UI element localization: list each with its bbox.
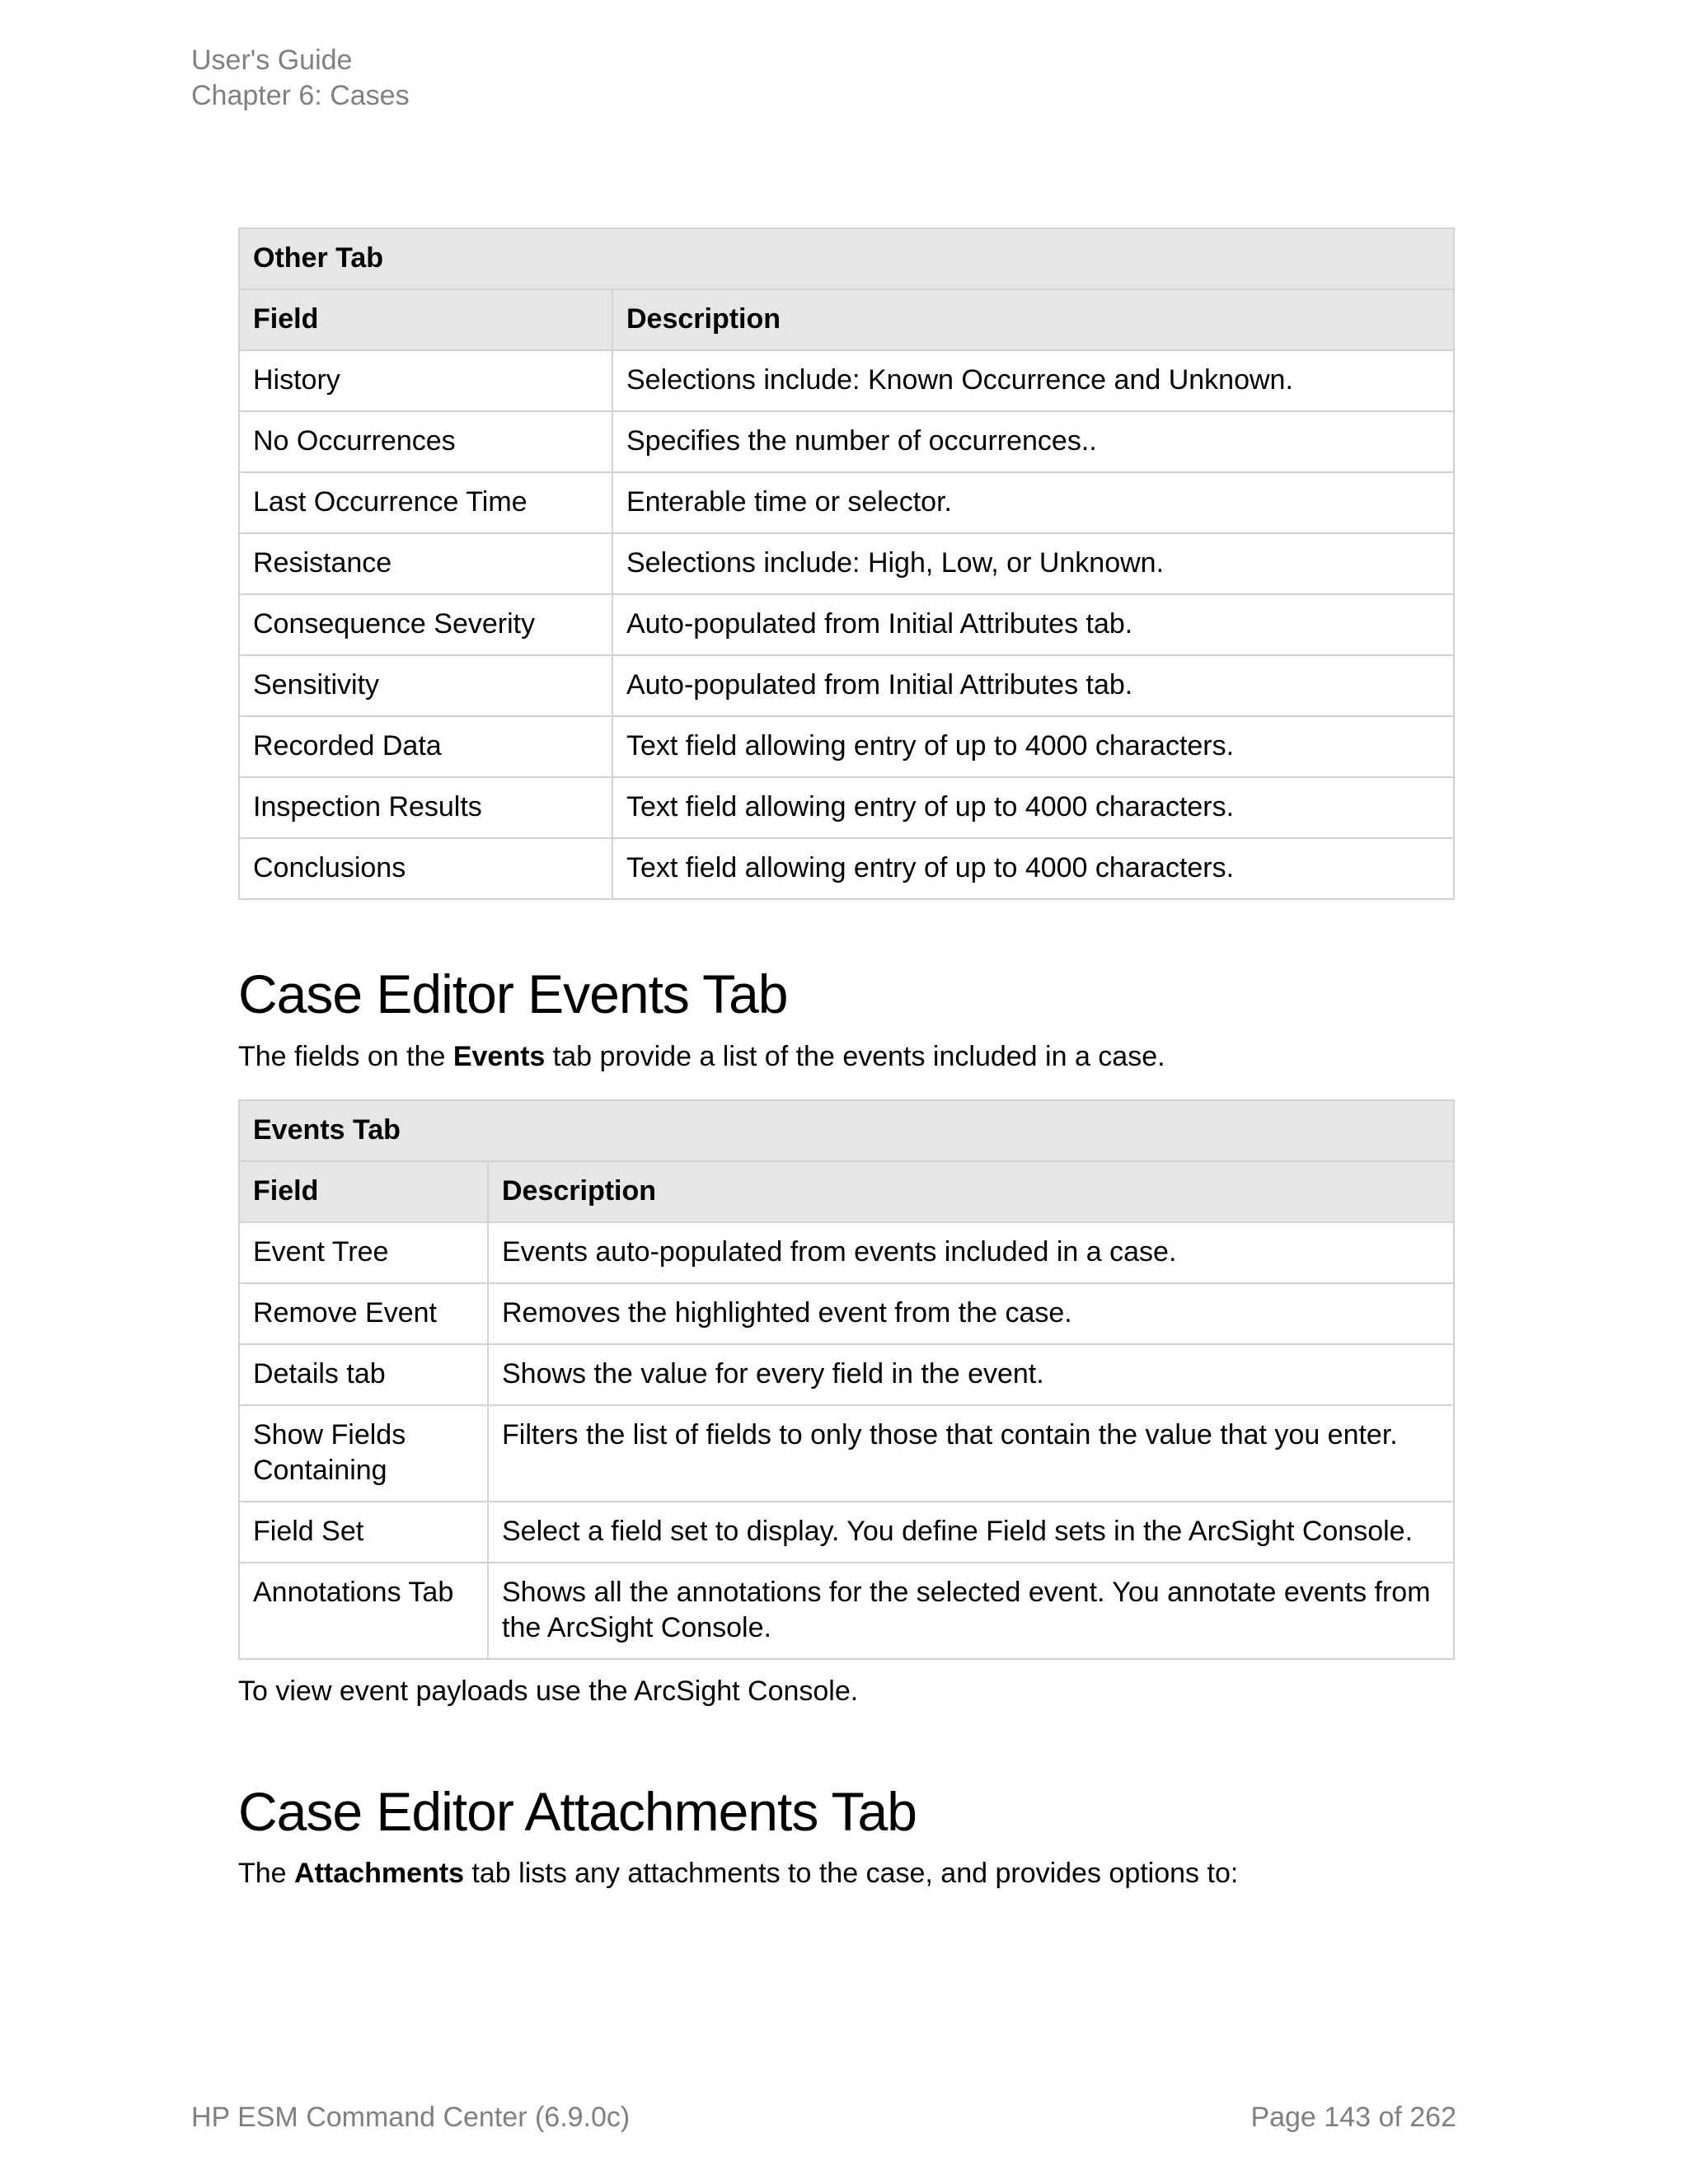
column-header-field: Field: [239, 1161, 488, 1222]
table-row: [239, 838, 1454, 899]
intro-bold-term: Attachments: [294, 1858, 464, 1889]
intro-text: The: [238, 1858, 295, 1889]
table-row: [239, 1222, 1454, 1283]
field-cell: Event Tree: [239, 1222, 488, 1283]
description-cell: Auto-populated from Initial Attributes tab.: [612, 655, 1454, 716]
events-tab-table-body: [239, 1100, 1454, 1659]
field-cell: Last Occurrence Time: [239, 472, 612, 533]
description-cell: Text field allowing entry of up to 4000 characters.: [612, 716, 1454, 777]
table-header-row: [239, 289, 1454, 350]
table-row: [239, 472, 1454, 533]
field-cell: Resistance: [239, 533, 612, 594]
table-row: [239, 1405, 1454, 1502]
table-row: [239, 411, 1454, 472]
description-cell: Specifies the number of occurrences..: [612, 411, 1454, 472]
description-cell: Text field allowing entry of up to 4000 characters.: [612, 838, 1454, 899]
table-row: [239, 777, 1454, 838]
field-cell: Conclusions: [239, 838, 612, 899]
description-cell: Text field allowing entry of up to 4000 characters.: [612, 777, 1454, 838]
table-row: [239, 716, 1454, 777]
table-row: [239, 1502, 1454, 1563]
field-cell: Inspection Results: [239, 777, 612, 838]
column-header-description: Description: [612, 289, 1454, 350]
column-header-description: Description: [488, 1161, 1454, 1222]
field-cell: Details tab: [239, 1344, 488, 1405]
table-title: Other Tab: [239, 228, 1454, 289]
description-cell: Filters the list of fields to only those that contain the value that you enter.: [488, 1405, 1454, 1502]
footer-page-number: Page 143 of 262: [1250, 2102, 1456, 2133]
table-row: [239, 655, 1454, 716]
column-header-field: Field: [239, 289, 612, 350]
description-cell: Shows all the annotations for the selected event. You annotate events from the ArcSight Console.: [488, 1563, 1454, 1659]
table-row: [239, 594, 1454, 655]
events-tab-table: [238, 1099, 1455, 1660]
field-cell: Recorded Data: [239, 716, 612, 777]
field-cell: Sensitivity: [239, 655, 612, 716]
table-row: [239, 1283, 1454, 1344]
table-row: [239, 1344, 1454, 1405]
field-cell: No Occurrences: [239, 411, 612, 472]
table-title: Events Tab: [239, 1100, 1454, 1161]
field-cell: History: [239, 350, 612, 411]
footer-product-name: HP ESM Command Center (6.9.0c): [191, 2102, 631, 2133]
chapter-title: Chapter 6: Cases: [191, 80, 410, 111]
description-cell: Select a field set to display. You define Field sets in the ArcSight Console.: [488, 1502, 1454, 1563]
description-cell: Shows the value for every field in the event.: [488, 1344, 1454, 1405]
other-tab-table-body: [239, 228, 1454, 899]
field-cell: Consequence Severity: [239, 594, 612, 655]
attachments-intro-paragraph: [238, 1856, 1238, 1891]
events-intro-paragraph: [238, 1039, 1165, 1075]
field-cell: Annotations Tab: [239, 1563, 488, 1659]
intro-text: The fields on the: [238, 1041, 453, 1072]
intro-text: tab lists any attachments to the case, and provides options to:: [463, 1858, 1239, 1889]
description-cell: Selections include: High, Low, or Unknown.: [612, 533, 1454, 594]
intro-bold-term: Events: [452, 1041, 546, 1072]
table-row: [239, 350, 1454, 411]
description-cell: Enterable time or selector.: [612, 472, 1454, 533]
other-tab-table: [238, 227, 1455, 900]
field-cell: Show Fields Containing: [239, 1405, 488, 1502]
table-row: [239, 533, 1454, 594]
table-title-row: [239, 1100, 1454, 1161]
events-section-heading: Case Editor Events Tab: [238, 963, 788, 1024]
running-header: [191, 43, 410, 114]
field-cell: Field Set: [239, 1502, 488, 1563]
table-header-row: [239, 1161, 1454, 1222]
table-row: [239, 1563, 1454, 1659]
intro-text: tab provide a list of the events included in a case.: [545, 1041, 1165, 1072]
events-note-paragraph: To view event payloads use the ArcSight Console.: [238, 1675, 859, 1707]
description-cell: Auto-populated from Initial Attributes tab.: [612, 594, 1454, 655]
guide-title: User's Guide: [191, 45, 353, 76]
description-cell: Selections include: Known Occurrence and Unknown.: [612, 350, 1454, 411]
table-title-row: [239, 228, 1454, 289]
field-cell: Remove Event: [239, 1283, 488, 1344]
description-cell: Removes the highlighted event from the case.: [488, 1283, 1454, 1344]
attachments-section-heading: Case Editor Attachments Tab: [238, 1781, 917, 1842]
description-cell: Events auto-populated from events included in a case.: [488, 1222, 1454, 1283]
